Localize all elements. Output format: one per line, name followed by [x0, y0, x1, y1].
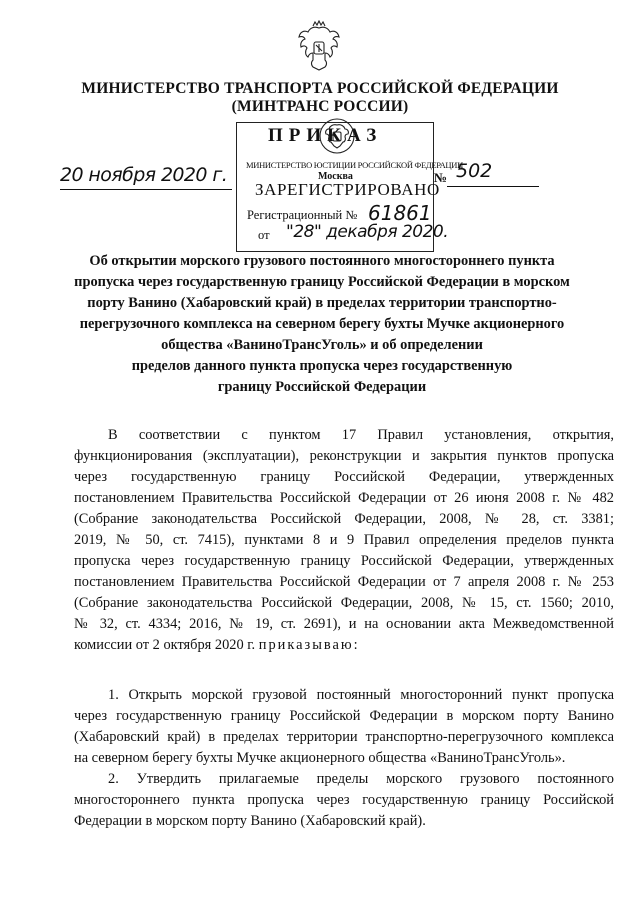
title-line: границу Российской Федерации — [217, 379, 427, 395]
text-line: № 32, ст. 4334; 2016, № 19, ст. 2691), и на основании акта Межведомственной — [74, 616, 614, 632]
title-line: пределов данного пункта пропуска через государственную — [131, 358, 513, 374]
text-line: функционирования (эксплуатации), реконструкции и закрытия пунктов пропуска — [74, 448, 614, 464]
text-span: комиссии от 2 октября 2020 г. — [74, 637, 256, 653]
text-line: (Собрание законодательства Российской Федерации, 2008, № 28, ст. 3381; — [74, 511, 614, 527]
date-underline — [60, 189, 232, 190]
order-item-2 — [74, 769, 614, 832]
order-date: 20 ноября 2020 г. — [60, 164, 228, 186]
coat-of-arms-icon — [296, 20, 342, 72]
text-line: 2. Утвердить прилагаемые пределы морского грузового постоянного — [108, 771, 614, 787]
text-line: 1. Открыть морской грузовой постоянный многосторонний пункт пропуска — [108, 687, 614, 703]
text-line: многостороннего пункта пропуска через государственную границу Российской — [74, 792, 614, 808]
title-line: порту Ванино (Хабаровский край) в пределах территории транспортно- — [87, 295, 557, 311]
text-line: пропуска через государственную границу Российской Федерации, утвержденных — [74, 553, 614, 569]
stamp-authority: МИНИСТЕРСТВО ЮСТИЦИИ РОССИЙСКОЙ ФЕДЕРАЦИИ — [246, 160, 463, 170]
title-line: Об открытии морского грузового постоянного многостороннего пункта — [89, 253, 555, 269]
text-line: (Хабаровский край) в пределах территории транспортно-перегрузочного комплекса — [74, 729, 614, 745]
text-line: через государственную границу Российской Федерации, утвержденных — [74, 469, 614, 485]
stamp-date-prefix: от — [258, 228, 270, 242]
stamp-registration-date: "28" декабря 2020. — [286, 222, 449, 242]
stamp-status: ЗАРЕГИСТРИРОВАНО — [255, 180, 440, 199]
text-line: (Собрание законодательства Российской Федерации, 2008, № 15, ст. 1560; 2010, — [74, 595, 614, 611]
text-line: через государственную границу Российской Федерации в морском порту Ванино — [74, 708, 614, 724]
text-line: 2019, № 50, ст. 7415), пунктами 8 и 9 Правил определения пределов пункта — [74, 532, 614, 548]
number-sign: № — [434, 170, 448, 185]
text-line: постановлением Правительства Российской Федерации от 26 июня 2008 г. № 482 — [74, 490, 614, 506]
text-line: В соответствии с пунктом 17 Правил установления, открытия, — [108, 427, 614, 443]
order-title — [72, 251, 572, 398]
title-line: пропуска через государственную границу Российской Федерации в морском — [74, 274, 570, 290]
text-line — [74, 635, 614, 656]
title-line: перегрузочного комплекса на северном берегу бухты Мучке акционерного — [79, 316, 565, 332]
order-number: 502 — [456, 160, 493, 182]
ministry-short-name: (МИНТРАНС РОССИИ) — [231, 98, 409, 115]
ministry-name: МИНИСТЕРСТВО ТРАНСПОРТА РОССИЙСКОЙ ФЕДЕРАЦИИ — [81, 80, 559, 97]
order-item-1 — [74, 685, 614, 769]
text-line: на северном берегу бухты Мучке акционерного общества «ВаниноТрансУголь». — [74, 750, 566, 766]
title-line: общества «ВаниноТрансУголь» и об определении — [161, 337, 483, 353]
preamble-paragraph — [74, 425, 614, 656]
text-line: постановлением Правительства Российской Федерации от 7 апреля 2008 г. № 253 — [74, 574, 614, 590]
order-command: приказываю: — [258, 637, 360, 653]
stamp-registration-number: 61861 — [368, 201, 432, 225]
text-line: Федерации в морском порту Ванино (Хабаровский край). — [74, 813, 426, 829]
official-seal-icon — [318, 117, 356, 155]
number-underline — [447, 186, 539, 187]
document-type: ПРИКАЗ — [268, 125, 383, 146]
stamp-city: Москва — [318, 171, 353, 182]
stamp-registration-label: Регистрационный № — [247, 208, 358, 222]
